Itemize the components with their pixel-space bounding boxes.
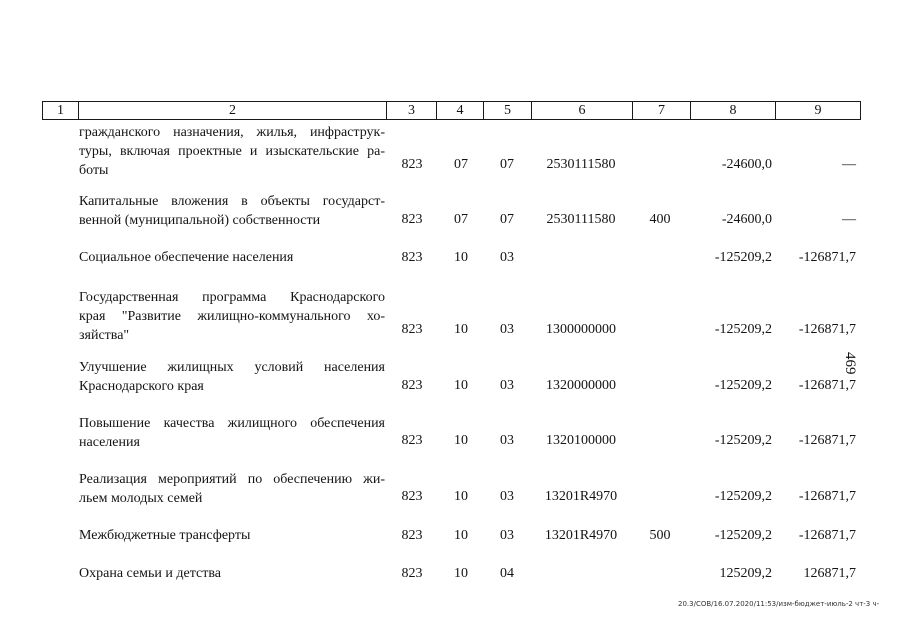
row-name: [79, 526, 385, 545]
row-c9: -126871,7: [798, 433, 856, 448]
row-c8: -125209,2: [714, 433, 772, 448]
header-cell-3: 3: [387, 101, 437, 120]
row-c8: -125209,2: [714, 250, 772, 265]
row-c9: -126871,7: [798, 528, 856, 543]
header-cell-4: 4: [437, 101, 484, 120]
header-cell-9: 9: [776, 101, 861, 120]
row-name: [79, 470, 385, 508]
row-c3: 823: [401, 250, 423, 265]
row-c3: 823: [401, 489, 423, 504]
row-c5: 03: [500, 433, 514, 448]
row-c5: 03: [500, 378, 514, 393]
row-c6: 1320000000: [546, 378, 616, 393]
row-c3: 823: [401, 566, 423, 581]
name-line: Улучшение жилищных условий населения: [79, 360, 385, 375]
row-c3: 823: [401, 433, 423, 448]
row-c8: 125209,2: [719, 566, 772, 581]
name-line: Межбюджетные трансферты: [79, 528, 251, 543]
row-c5: 03: [500, 489, 514, 504]
row-c9: —: [842, 212, 856, 227]
header-cell-6: 6: [532, 101, 633, 120]
name-line: Повышение качества жилищного обеспечения: [79, 416, 385, 431]
name-line: края "Развитие жилищно-коммунального хо-: [79, 309, 385, 324]
row-c3: 823: [401, 378, 423, 393]
row-c8: -125209,2: [714, 378, 772, 393]
name-line: населения: [79, 435, 140, 450]
header-cell-1: 1: [42, 101, 79, 120]
row-c8: -125209,2: [714, 528, 772, 543]
row-c4: 10: [454, 566, 468, 581]
row-c4: 10: [454, 250, 468, 265]
row-c7: 500: [649, 528, 671, 543]
name-line: Социальное обеспечение населения: [79, 250, 294, 265]
row-name: [79, 248, 385, 267]
row-name: [79, 358, 385, 396]
row-c9: —: [842, 157, 856, 172]
header-cell-2: 2: [79, 101, 387, 120]
name-line: льем молодых семей: [79, 491, 203, 506]
name-line: Краснодарского края: [79, 379, 204, 394]
header-cell-8: 8: [691, 101, 776, 120]
row-c4: 07: [454, 212, 468, 227]
row-name: [79, 564, 385, 583]
row-c5: 07: [500, 212, 514, 227]
name-line: Охрана семьи и детства: [79, 566, 221, 581]
row-c9: -126871,7: [798, 378, 856, 393]
name-line: боты: [79, 163, 109, 178]
row-c3: 823: [401, 212, 423, 227]
row-c5: 04: [500, 566, 514, 581]
row-c3: 823: [401, 322, 423, 337]
footer-note: 20.3/СОВ/16.07.2020/11:53/изм-бюджет-июль-2 чт-3 ч-: [678, 600, 880, 608]
row-c8: -24600,0: [721, 212, 772, 227]
row-name: [79, 192, 385, 230]
row-c6: 1320100000: [546, 433, 616, 448]
row-c9: 126871,7: [803, 566, 856, 581]
row-c4: 10: [454, 378, 468, 393]
row-c6: 13201R4970: [544, 489, 618, 504]
row-c5: 03: [500, 528, 514, 543]
row-c4: 10: [454, 322, 468, 337]
name-line: венной (муниципальной) собственности: [79, 213, 321, 228]
page-number: 469: [842, 352, 858, 375]
row-c6: 2530111580: [546, 157, 616, 172]
row-c8: -125209,2: [714, 489, 772, 504]
header-cell-5: 5: [484, 101, 532, 120]
row-c3: 823: [401, 528, 423, 543]
row-c5: 03: [500, 322, 514, 337]
row-c4: 10: [454, 433, 468, 448]
row-name: [79, 414, 385, 452]
row-c6: 2530111580: [546, 212, 616, 227]
row-c5: 03: [500, 250, 514, 265]
name-line: Реализация мероприятий по обеспечению жи-: [79, 472, 385, 487]
header-cell-7: 7: [633, 101, 691, 120]
row-c8: -125209,2: [714, 322, 772, 337]
name-line: Государственная программа Краснодарского: [79, 290, 385, 305]
name-line: зяйства": [79, 328, 130, 343]
row-c3: 823: [401, 157, 423, 172]
row-c4: 10: [454, 528, 468, 543]
row-c6: 1300000000: [546, 322, 616, 337]
name-line: гражданского назначения, жилья, инфраструк-: [79, 125, 385, 140]
row-name: [79, 123, 385, 180]
row-c4: 10: [454, 489, 468, 504]
row-name: [79, 288, 385, 345]
row-c9: -126871,7: [798, 250, 856, 265]
row-c4: 07: [454, 157, 468, 172]
row-c9: -126871,7: [798, 489, 856, 504]
row-c6: 13201R4970: [544, 528, 618, 543]
row-c5: 07: [500, 157, 514, 172]
row-c9: -126871,7: [798, 322, 856, 337]
name-line: Капитальные вложения в объекты государст-: [79, 194, 385, 209]
row-c7: 400: [649, 212, 671, 227]
row-c8: -24600,0: [721, 157, 772, 172]
name-line: туры, включая проектные и изыскательские ра-: [79, 144, 385, 159]
